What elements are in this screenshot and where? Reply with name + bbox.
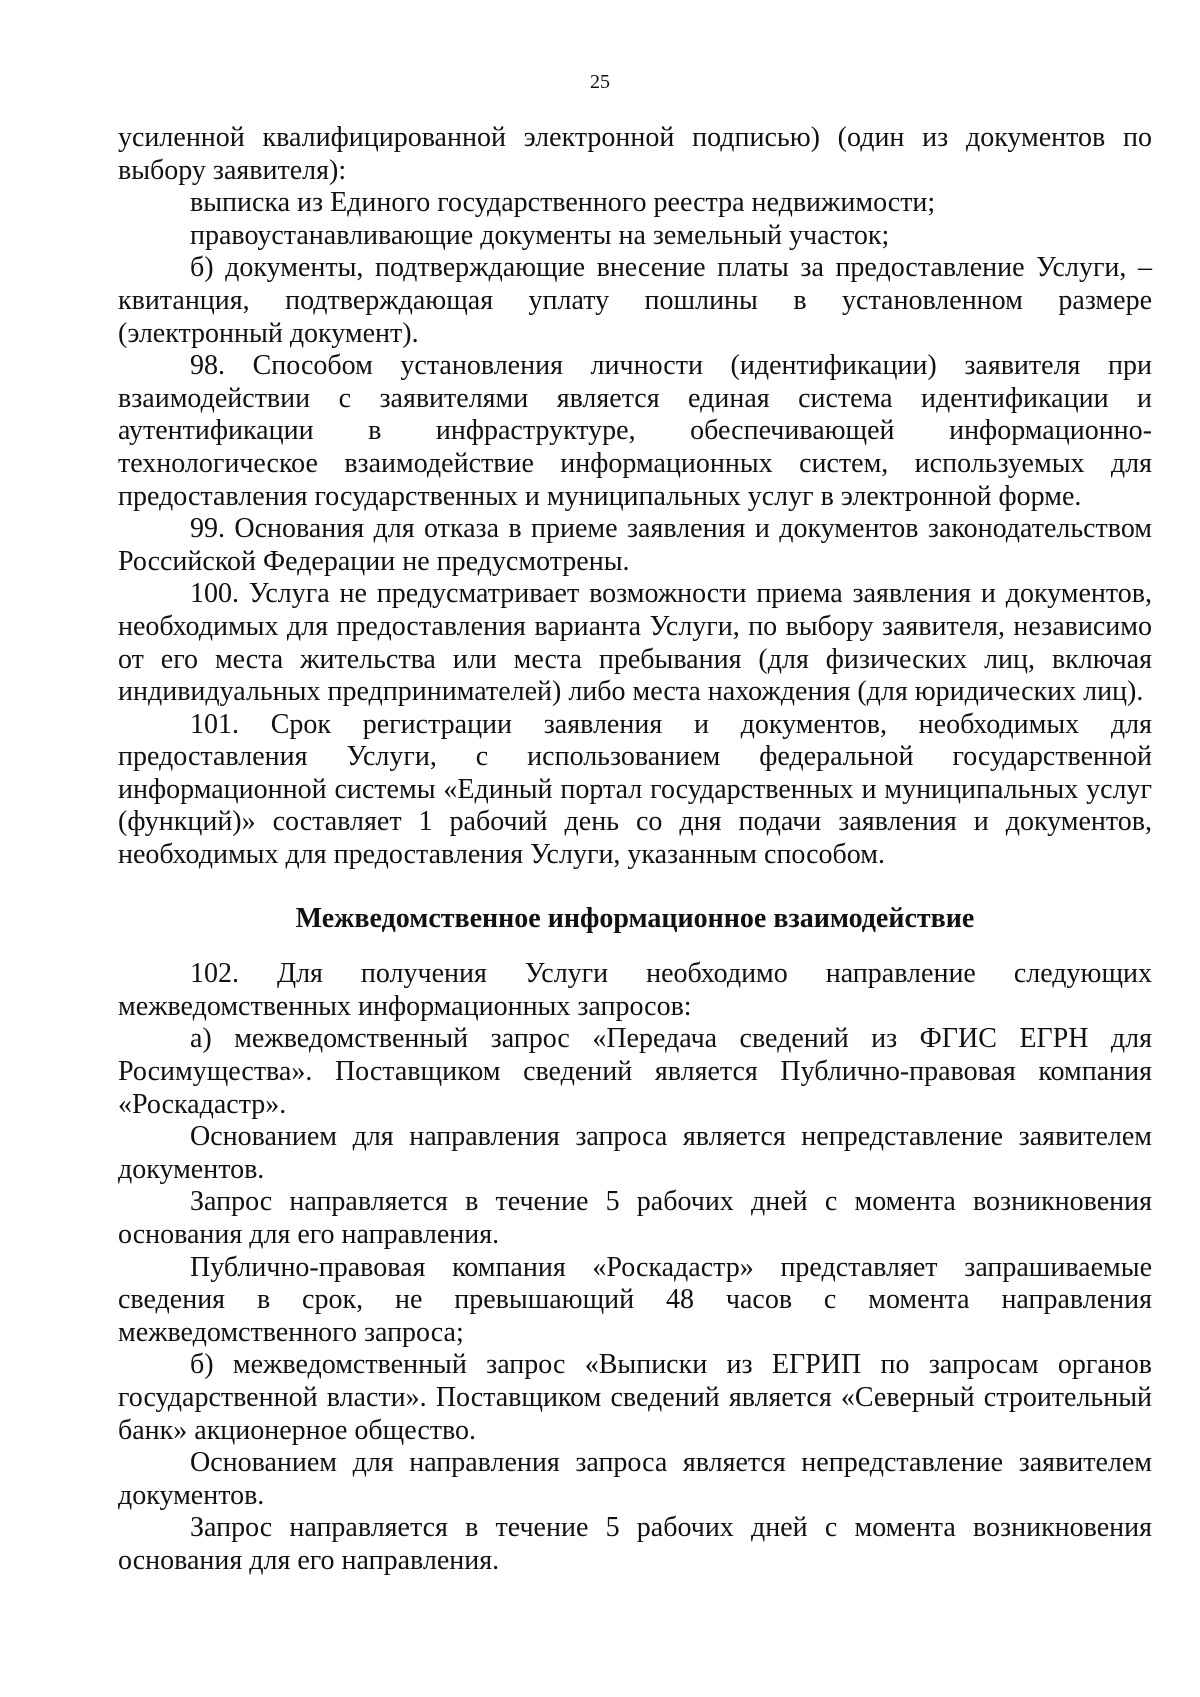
paragraph-100: 100. Услуга не предусматривает возможности приема заявления и документов, необходимых для предоставления варианта Услуги, по выбору заявителя, независимо от его места жительства или места пребывания (для физических лиц, включая индивидуальных предпринимателей) либо места нахождения (для юридических лиц).	[118, 578, 1152, 708]
paragraph-request-b-timing: Запрос направляется в течение 5 рабочих дней с момента возникновения основания для его направления.	[118, 1512, 1152, 1576]
document-body	[118, 122, 1152, 1578]
paragraph-request-a-basis: Основанием для направления запроса является непредставление заявителем документов.	[118, 1121, 1152, 1185]
paragraph-title-documents: правоустанавливающие документы на земельный участок;	[190, 219, 890, 251]
paragraph-request-a: а) межведомственный запрос «Передача сведений из ФГИС ЕГРН для Росимущества». Поставщиком сведений является Публично-правовая компания «Роскадастр».	[118, 1023, 1152, 1120]
paragraph-request-b-basis: Основанием для направления запроса является непредставление заявителем документов.	[118, 1447, 1152, 1511]
paragraph-payment-documents: б) документы, подтверждающие внесение платы за предоставление Услуги, – квитанция, подтверждающая уплату пошлины в установленном размере (электронный документ).	[118, 252, 1152, 349]
paragraph-continuation: усиленной квалифицированной электронной подписью) (один из документов по выбору заявителя):	[118, 122, 1152, 186]
paragraph-102: 102. Для получения Услуги необходимо направление следующих межведомственных информационных запросов:	[118, 958, 1152, 1022]
paragraph-99: 99. Основания для отказа в приеме заявления и документов законодательством Российской Федерации не предусмотрены.	[118, 513, 1152, 577]
section-heading: Межведомственное информационное взаимодействие	[295, 902, 975, 934]
paragraph-101: 101. Срок регистрации заявления и документов, необходимых для предоставления Услуги, с использованием федеральной государственной информационной системы «Единый портал государственных и муниципальных услуг (функций)» составляет 1 рабочий день со дня подачи заявления и документов, необходимых для предоставления Услуги, указанным способом.	[118, 708, 1152, 871]
paragraph-98: 98. Способом установления личности (идентификации) заявителя при взаимодействии с заявителями является единая система идентификации и аутентификации в инфраструктуре, обеспечивающей информационно-технологическое взаимодействие информационных систем, используемых для предоставления государственных и муниципальных услуг в электронной форме.	[118, 350, 1152, 512]
paragraph-request-b: б) межведомственный запрос «Выписки из ЕГРИП по запросам органов государственной власти». Поставщиком сведений является «Северный строительный банк» акционерное общество.	[118, 1349, 1152, 1446]
paragraph-request-a-timing: Запрос направляется в течение 5 рабочих дней с момента возникновения основания для его направления.	[118, 1186, 1152, 1250]
page-number: 25	[590, 71, 610, 93]
paragraph-egrn-extract: выписка из Единого государственного реестра недвижимости;	[190, 187, 936, 219]
paragraph-request-a-response: Публично-правовая компания «Роскадастр» представляет запрашиваемые сведения в срок, не превышающий 48 часов с момента направления межведомственного запроса;	[118, 1251, 1152, 1348]
